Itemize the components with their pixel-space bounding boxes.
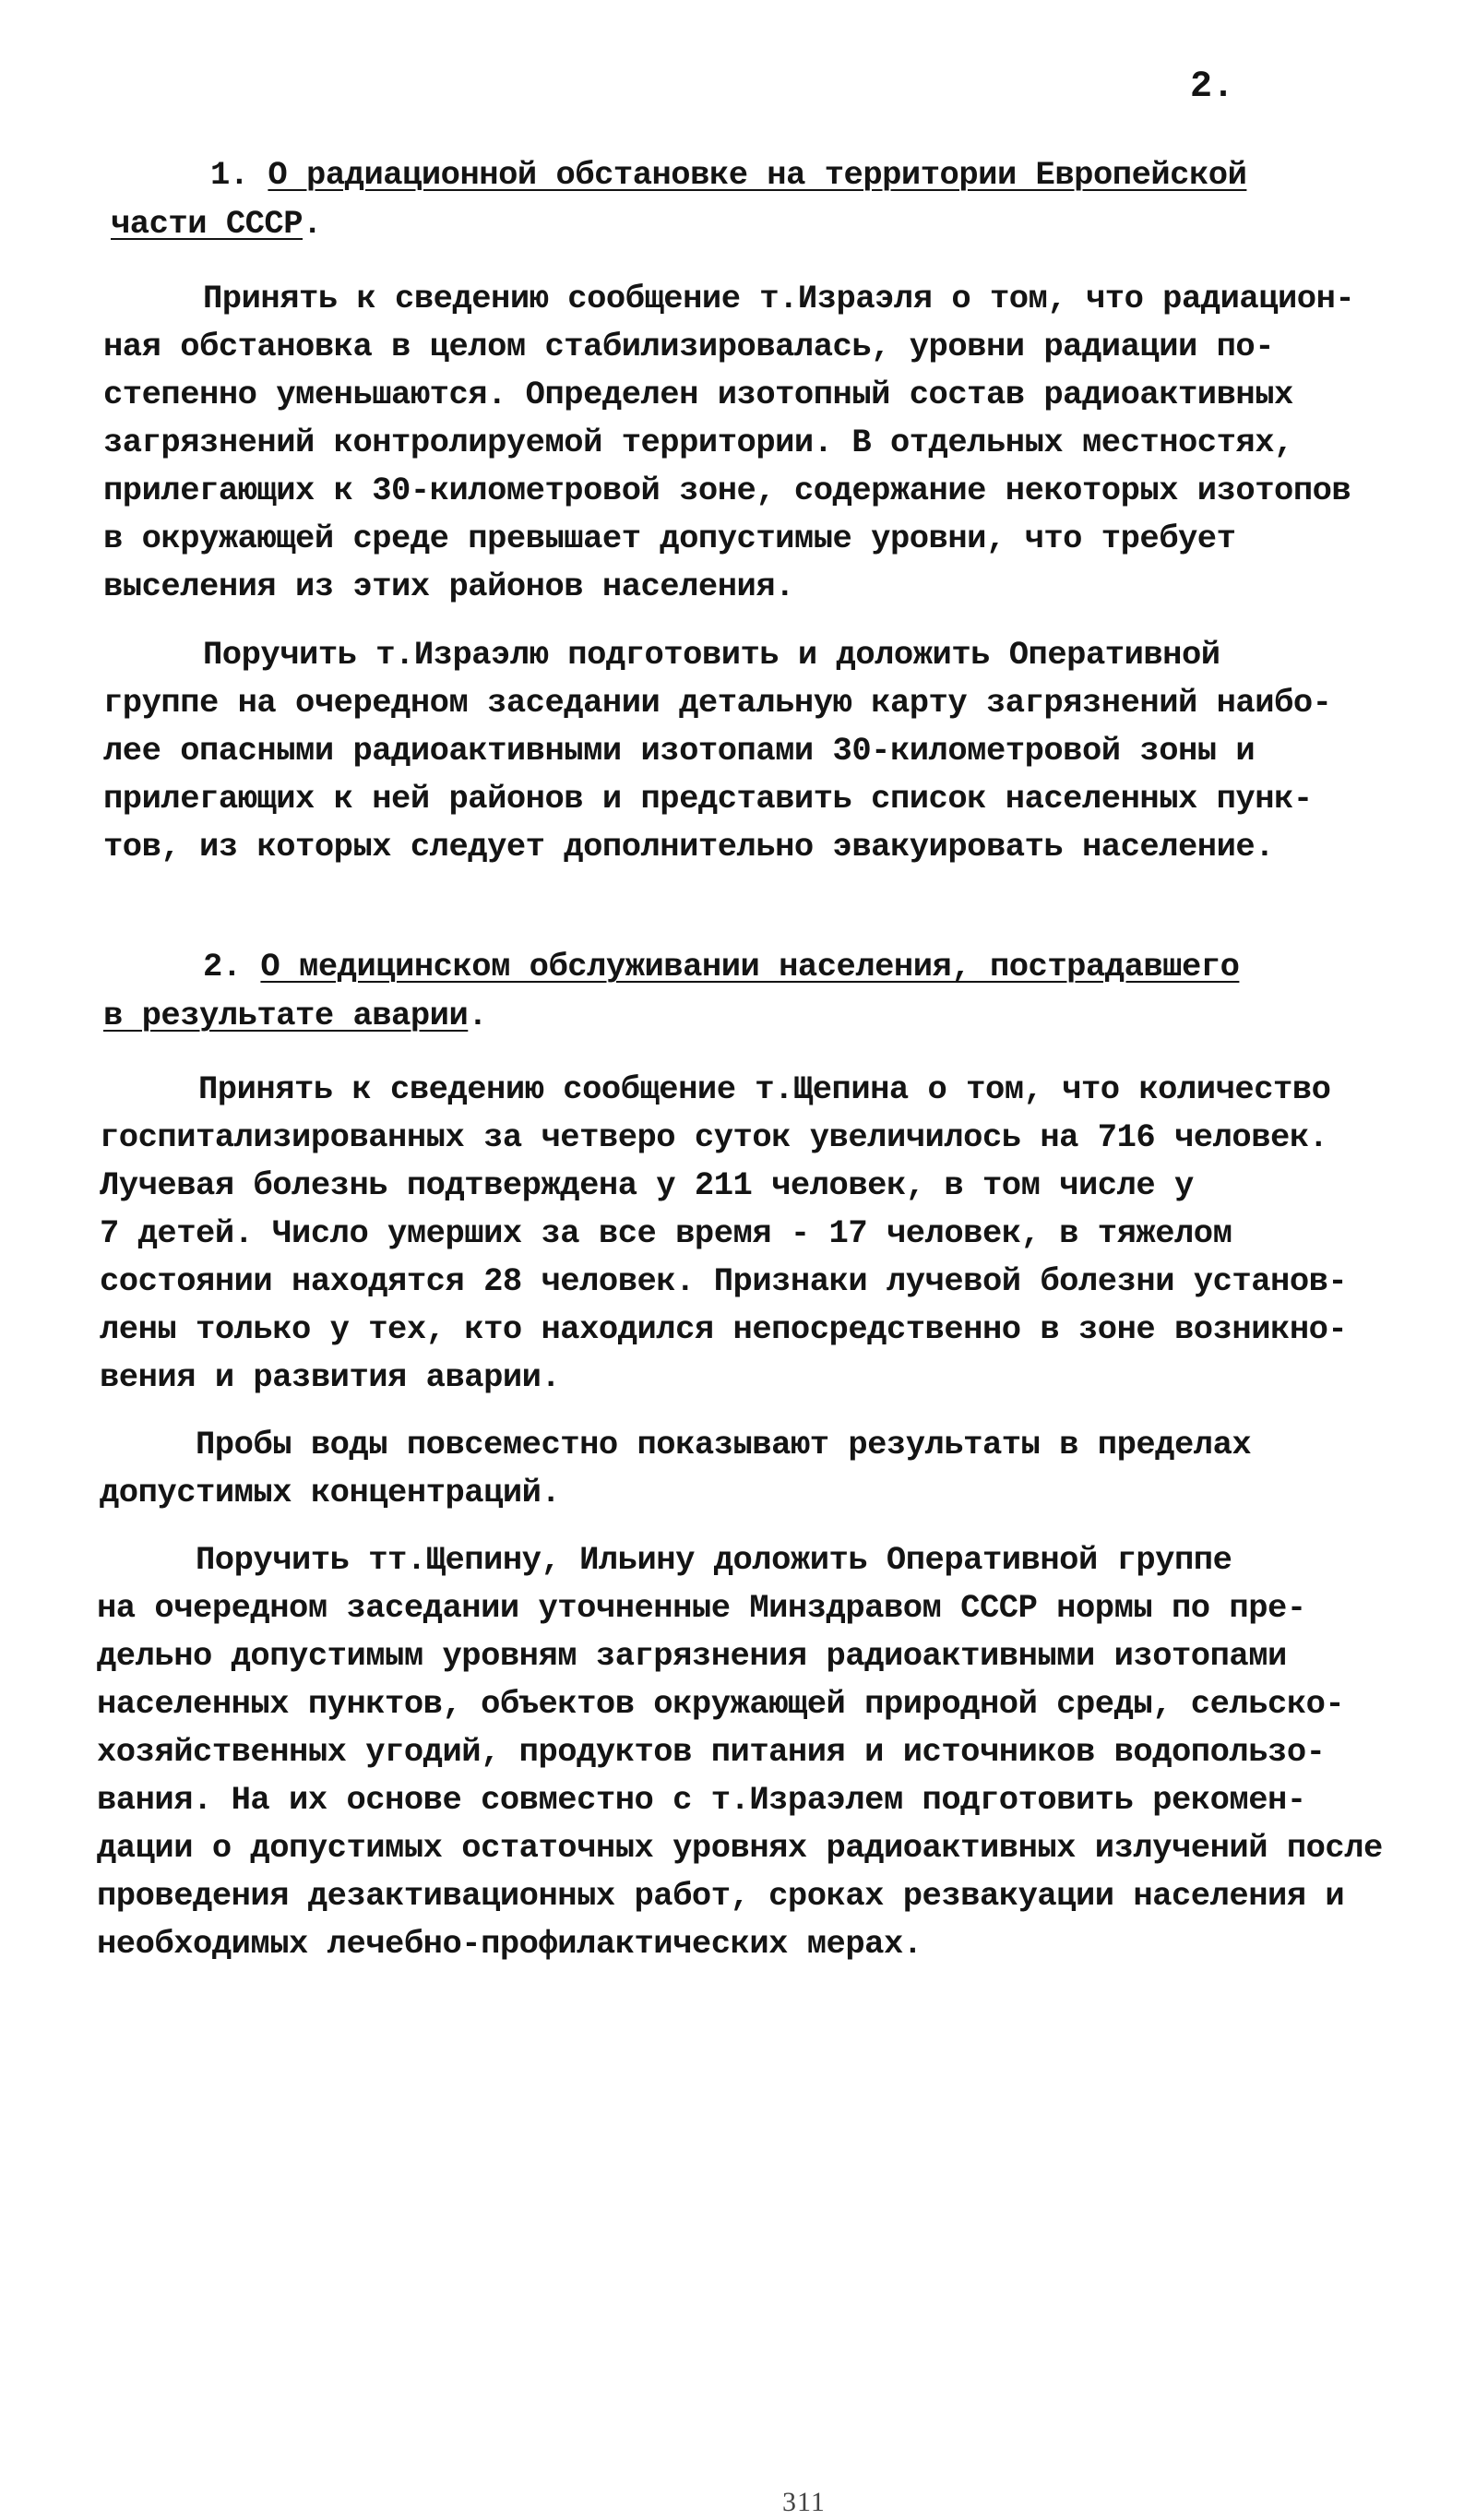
section-1-heading-number: 1. — [210, 156, 249, 194]
section-1-heading-line-1 — [210, 156, 1247, 194]
paragraph-line: в окружающей среде превышает допустимые уровни, что требует — [103, 520, 1236, 557]
paragraph-line: ная обстановка в целом стабилизировалась, уровни радиации по- — [103, 328, 1275, 365]
section-2-heading-line-2 — [103, 999, 487, 1033]
section-1-heading-text: О радиационной обстановке на территории Европейской — [268, 156, 1247, 194]
paragraph-line: выселения из этих районов населения. — [103, 567, 794, 605]
archive-page-number: 311 — [782, 2487, 826, 2517]
paragraph-line: Лучевая болезнь подтверждена у 211 человек, в том числе у — [100, 1166, 1194, 1204]
paragraph-line: состоянии находятся 28 человек. Признаки лучевой болезни установ- — [100, 1262, 1348, 1300]
paragraph-line: дельно допустимым уровням загрязнения радиоактивными изотопами — [97, 1637, 1287, 1675]
section-1-heading-line-2 — [111, 205, 322, 243]
section-2-heading-period: . — [468, 997, 488, 1034]
page-number: 2. — [1190, 66, 1235, 108]
paragraph-line: Поручить т.Израэлю подготовить и доложить Оперативной — [203, 636, 1220, 674]
paragraph-line: степенно уменьшаются. Определен изотопный состав радиоактивных — [103, 376, 1293, 413]
paragraph-line: допустимых концентраций. — [100, 1474, 561, 1511]
section-1-heading-period: . — [303, 205, 322, 243]
paragraph-line: лены только у тех, кто находился непосредственно в зоне возникно- — [100, 1310, 1348, 1348]
paragraph-line: Принять к сведению сообщение т.Щепина о том, что количество — [198, 1070, 1331, 1108]
paragraph-line: хозяйственных угодий, продуктов питания и источников водопользо- — [97, 1733, 1326, 1771]
section-1-heading-text-2: части СССР — [111, 205, 304, 243]
paragraph-line: Принять к сведению сообщение т.Израэля о том, что радиацион- — [203, 280, 1355, 317]
paragraph-line: тов, из которых следует дополнительно эвакуировать население. — [103, 828, 1275, 866]
section-2-heading-text-2: в результате аварии — [103, 997, 469, 1034]
section-2-heading-number: 2. — [203, 948, 242, 985]
paragraph-line: загрязнений контролируемой территории. В отдельных местностях, — [103, 424, 1293, 461]
paragraph-line: проведения дезактивационных работ, сроках резвакуации населения и — [97, 1877, 1345, 1915]
paragraph-line: Поручить тт.Щепину, Ильину доложить Оперативной группе — [196, 1541, 1232, 1579]
paragraph-line: лее опасными радиоактивными изотопами 30-километровой зоны и — [103, 732, 1256, 770]
paragraph-line: 7 детей. Число умерших за все время - 17 человек, в тяжелом — [100, 1214, 1232, 1252]
paragraph-line: на очередном заседании уточненные Минздравом СССР нормы по пре- — [97, 1589, 1306, 1627]
paragraph-line: вения и развития аварии. — [100, 1358, 561, 1396]
section-2-heading-text: О медицинском обслуживании населения, пострадавшего — [260, 948, 1240, 985]
paragraph-line: Пробы воды повсеместно показывают результаты в пределах — [196, 1426, 1252, 1463]
paragraph-line: прилегающих к ней районов и представить список населенных пунк- — [103, 780, 1313, 818]
paragraph-line: вания. На их основе совместно с т.Израэлем подготовить рекомен- — [97, 1781, 1306, 1819]
paragraph-line: населенных пунктов, объектов окружающей природной среды, сельско- — [97, 1685, 1345, 1723]
paragraph-line: госпитализированных за четверо суток увеличилось на 716 человек. — [100, 1118, 1328, 1156]
paragraph-line: группе на очередном заседании детальную карту загрязнений наибо- — [103, 684, 1332, 722]
paragraph-line: прилегающих к 30-километровой зоне, содержание некоторых изотопов — [103, 472, 1351, 509]
paragraph-line: дации о допустимых остаточных уровнях радиоактивных излучений после — [97, 1829, 1383, 1867]
section-2-heading-line-1 — [203, 950, 1239, 984]
paragraph-line: необходимых лечебно-профилактических мерах. — [97, 1925, 922, 1963]
